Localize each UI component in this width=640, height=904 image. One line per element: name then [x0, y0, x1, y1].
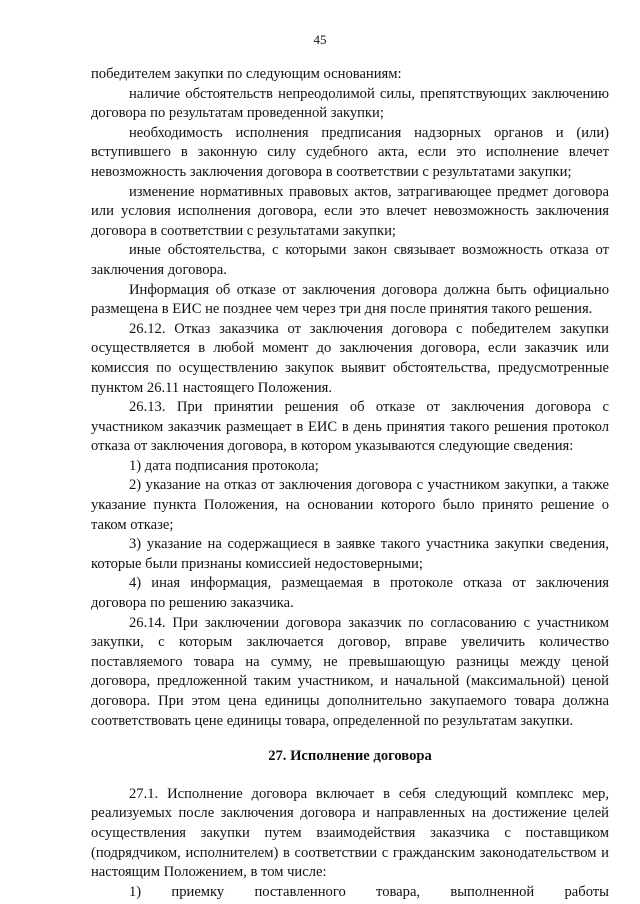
section-heading: 27. Исполнение договора — [268, 748, 432, 765]
list-item: 1) приемку поставленного товара, выполненной работы — [129, 883, 609, 900]
list-item: 2) указание на отказ от заключения договора с участником закупки, а также указание пункта Положения, на основании которого было принято решение о таком отказе; — [91, 477, 609, 533]
paragraph: победителем закупки по следующим основаниям: — [91, 66, 402, 82]
paragraph: 26.14. При заключении договора заказчик по согласованию с участником закупки, с которым заключается договор, вправе увеличить количество поставляемого товара на сумму, не превышающую разницы между ценой договора, предложенной таким участником, и начальной (максимальной) ценой договора. При этом цена единицы дополнительно закупаемого товара должна соответствовать цене единицы товара, определенной по результатам закупки. — [91, 614, 609, 729]
paragraph: иные обстоятельства, с которыми закон связывает возможность отказа от заключения договора. — [91, 242, 609, 278]
list-item: 4) иная информация, размещаемая в протоколе отказа от заключения договора по решению заказчика. — [91, 575, 609, 612]
paragraph: 27.1. Исполнение договора включает в себя следующий комплекс мер, реализуемых после заключения договора и направленных на достижение целей осуществления закупки путем взаимодействия заказчика с поставщиком (подрядчиком, исполнителем) в соответствии с гражданским законодательством и настоящим Положением, в том числе: — [91, 785, 609, 881]
document-body — [91, 65, 609, 902]
paragraph: 26.13. При принятии решения об отказе от заключения договора с участником заказчик размещает в ЕИС в день принятия такого решения протокол отказа от заключения договора, в котором указываются следующие сведения: — [91, 399, 609, 455]
paragraph: изменение нормативных правовых актов, затрагивающее предмет договора или условия исполнения договора, если это влечет невозможность заключения договора в соответствии с результатами закупки; — [91, 183, 609, 239]
page-number: 45 — [313, 32, 327, 47]
paragraph: необходимость исполнения предписания надзорных органов и (или) вступившего в законную силу судебного акта, если это исполнение влечет невозможность заключения договора в соответствии с результатами закупки; — [91, 124, 609, 180]
paragraph: 26.12. Отказ заказчика от заключения договора с победителем закупки осуществляется в любой момент до заключения договора, если заказчик или комиссия по осуществлению закупок выявит обстоятельства, предусмотренные пунктом 26.11 настоящего Положения. — [91, 320, 609, 396]
paragraph: наличие обстоятельств непреодолимой силы, препятствующих заключению договора по результатам проведенной закупки; — [91, 85, 609, 122]
paragraph: Информация об отказе от заключения договора должна быть официально размещена в ЕИС не позднее чем через три дня после принятия такого решения. — [91, 281, 609, 318]
list-item: 3) указание на содержащиеся в заявке такого участника закупки сведения, которые были признаны комиссией недостоверными; — [91, 536, 609, 572]
list-item: 1) дата подписания протокола; — [129, 457, 319, 474]
